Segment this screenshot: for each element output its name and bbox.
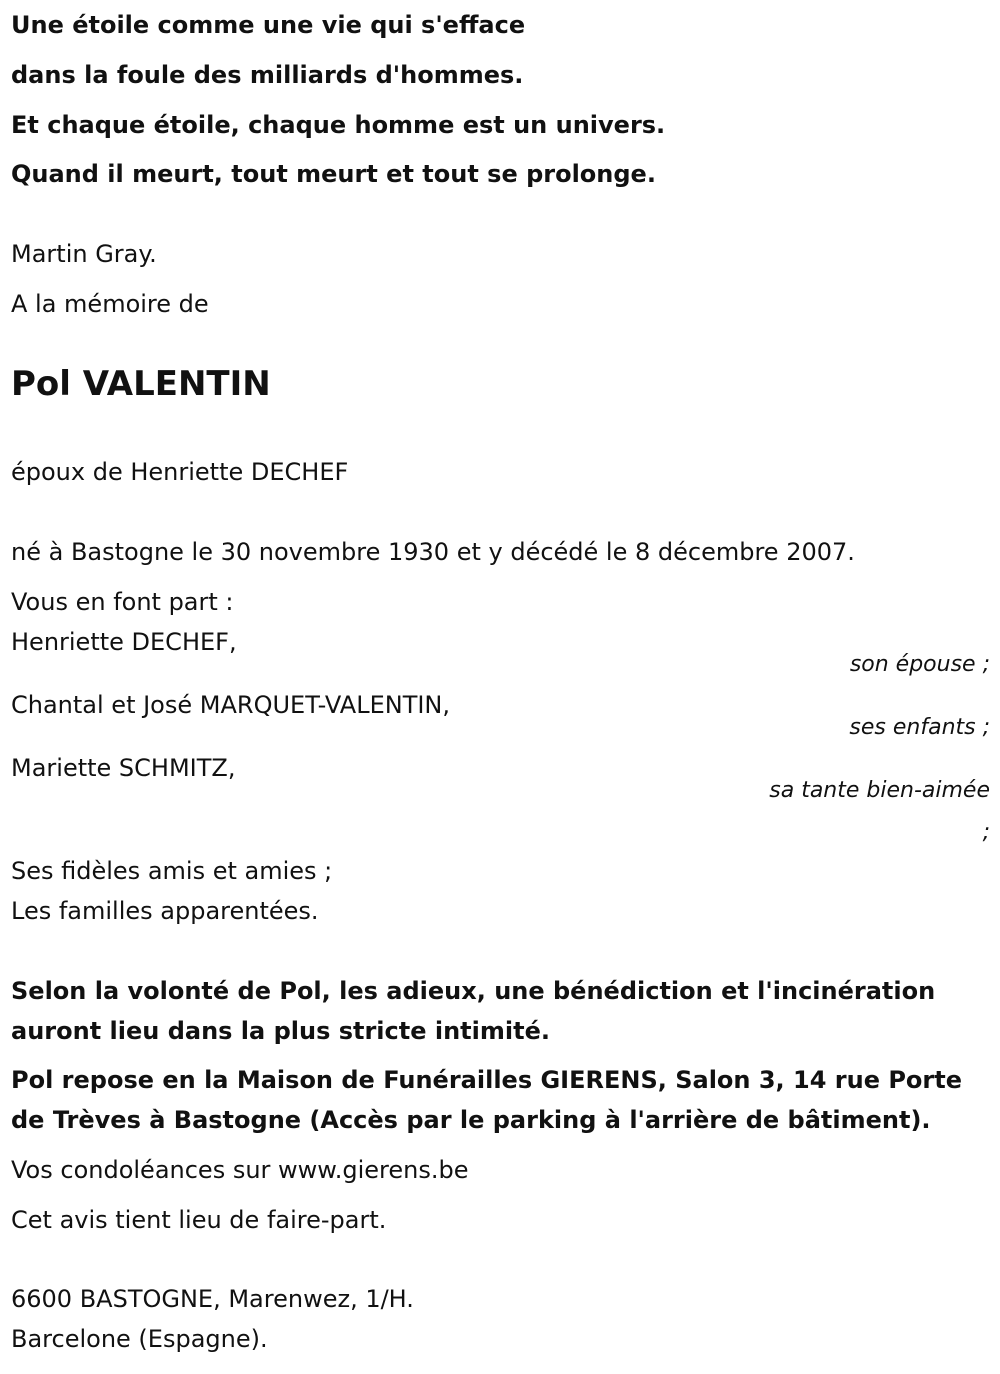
family-member-name: Chantal et José MARQUET-VALENTIN, xyxy=(11,691,451,719)
notice-line: Cet avis tient lieu de faire-part. xyxy=(11,1206,387,1234)
family-member-role: son épouse ; xyxy=(849,652,990,677)
family-member-role: sa tante bien-aimée xyxy=(769,778,990,803)
announce-intro: Vous en font part : xyxy=(11,588,234,616)
family-member-name: Mariette SCHMITZ, xyxy=(11,754,236,782)
poem-line: Une étoile comme une vie qui s'efface xyxy=(11,11,526,39)
birth-death-line: né à Bastogne le 30 novembre 1930 et y décédé le 8 décembre 2007. xyxy=(11,538,855,566)
spouse-line: époux de Henriette DECHEF xyxy=(11,458,349,486)
deceased-name: Pol VALENTIN xyxy=(11,364,271,404)
relatives-line: Les familles apparentées. xyxy=(11,897,319,925)
memory-intro: A la mémoire de xyxy=(11,290,209,318)
repose-line: Pol repose en la Maison de Funérailles GIERENS, Salon 3, 14 rue Porte xyxy=(11,1066,962,1094)
ceremony-line: auront lieu dans la plus stricte intimité. xyxy=(11,1017,550,1045)
poem-line: Et chaque étoile, chaque homme est un univers. xyxy=(11,111,666,139)
family-member-name: Henriette DECHEF, xyxy=(11,628,237,656)
ceremony-line: Selon la volonté de Pol, les adieux, une bénédiction et l'incinération xyxy=(11,977,936,1005)
poem-line: Quand il meurt, tout meurt et tout se prolonge. xyxy=(11,160,656,188)
poem-line: dans la foule des milliards d'hommes. xyxy=(11,61,524,89)
poem-author: Martin Gray. xyxy=(11,240,157,268)
family-member-role: ses enfants ; xyxy=(849,715,990,740)
repose-line: de Trèves à Bastogne (Accès par le parking à l'arrière de bâtiment). xyxy=(11,1106,931,1134)
address-line: 6600 BASTOGNE, Marenwez, 1/H. xyxy=(11,1285,414,1313)
address-line: Barcelone (Espagne). xyxy=(11,1325,268,1353)
family-member-role-end: ; xyxy=(982,820,990,845)
friends-line: Ses fidèles amis et amies ; xyxy=(11,857,333,885)
condolences-line: Vos condoléances sur www.gierens.be xyxy=(11,1156,469,1184)
